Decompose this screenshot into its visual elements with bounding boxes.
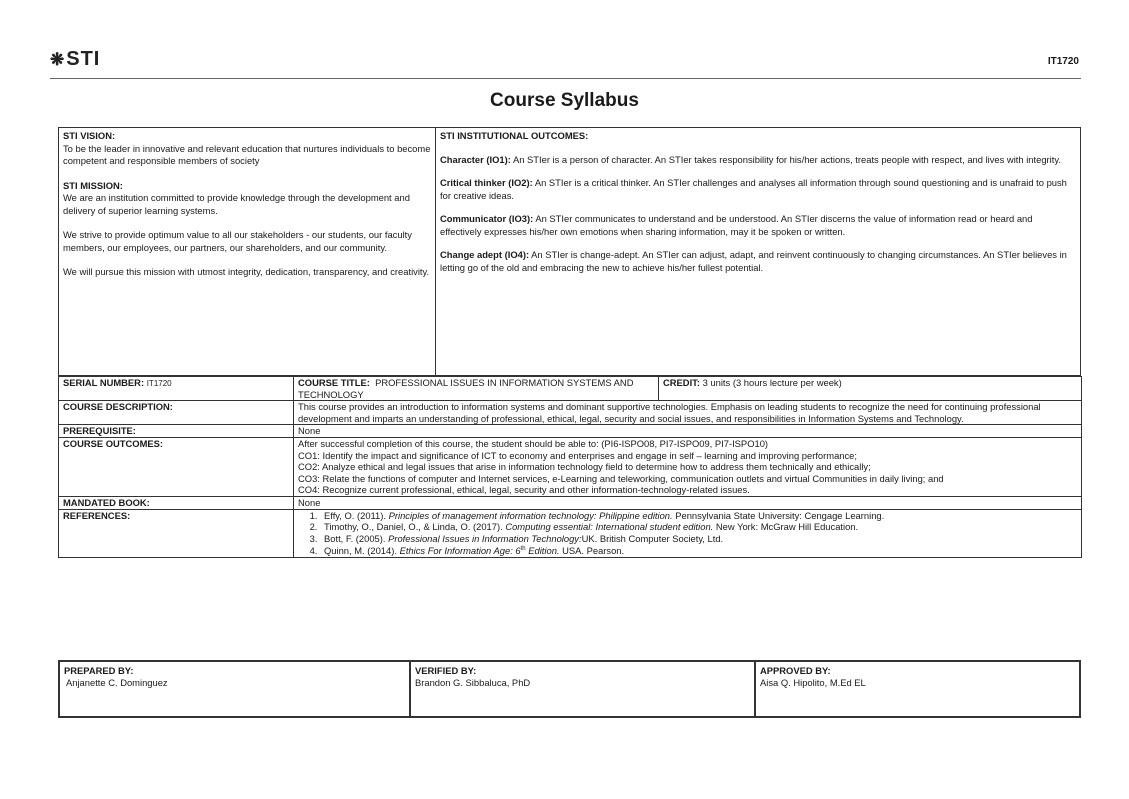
course-title-label: COURSE TITLE:: [298, 377, 370, 388]
outcome-label: Communicator (IO3):: [440, 213, 534, 224]
course-outcome-item: CO3: Relate the functions of computer and Internet services, e-Learning and teleworking, communication outlets and virtual Communities in daily living; and: [298, 472, 944, 484]
table-row: [59, 496, 1082, 509]
credit-cell: [659, 377, 1082, 401]
outcome-label: Character (IO1):: [440, 153, 511, 165]
course-outcome-item: CO1: Identify the impact and significance of ICT to economy and enterprises and engage in self – learning and improving performance;: [298, 449, 857, 461]
references-list: [298, 510, 1077, 558]
course-code: IT1720: [1047, 56, 1079, 67]
prepared-by-name: Anjanette C. Dominguez: [66, 677, 168, 688]
serial-number-cell: [59, 377, 294, 401]
course-outcome-item: CO2: Analyze ethical and legal issues that arise in information technology field to determine how to address them technically and ethically;: [298, 461, 871, 473]
outcome-text: An STIer is a critical thinker. An STIer challenges and analyses all information through sound questioning and is unafraid to push for creative ideas.: [440, 177, 1067, 201]
outcome-text: An STIer communicates to understand and be understood. An STIer discerns the value of information read or heard and effectively expresses his/her own emotions when sharing information, may it be spoken or written.: [440, 213, 1033, 237]
course-details-table: [58, 376, 1082, 558]
approved-by-name: Aisa Q. Hipolito, M.Ed EL: [760, 677, 866, 688]
reference-item: 1. Effy, O. (2011). Principles of management information technology: Philippine edition. Pennsylvania State University: Cengage Learning.: [320, 510, 1077, 522]
verified-by-label: VERIFIED BY:: [415, 665, 477, 676]
table-row: [59, 509, 1082, 558]
course-title-value: PROFESSIONAL ISSUES IN INFORMATION SYSTEMS AND TECHNOLOGY: [298, 377, 634, 400]
outcomes-heading: STI INSTITUTIONAL OUTCOMES:: [440, 130, 589, 141]
course-outcomes-label: COURSE OUTCOMES:: [59, 437, 294, 496]
prepared-by-label: PREPARED BY:: [64, 665, 134, 676]
serial-number-value: IT1720: [146, 379, 172, 388]
credit-label: CREDIT:: [663, 377, 700, 388]
table-row: [59, 401, 1082, 425]
course-title-cell: [294, 377, 659, 401]
header-divider: [50, 78, 1081, 79]
logo-text: STI: [66, 48, 101, 70]
course-outcome-item: CO4: Recognize current professional, ethical, legal, security and other information-technology-related issues.: [298, 484, 750, 496]
vision-mission-outcomes-box: [58, 127, 1081, 376]
page-title: Course Syllabus: [490, 90, 639, 111]
approved-by-cell: [756, 662, 1079, 716]
outcome-text: An STIer is a person of character. An STIer takes responsibility for his/her actions, treats people with respect, and lives with integrity.: [510, 153, 1061, 165]
outcome-label: Change adept (IO4):: [440, 249, 530, 260]
table-row: [59, 437, 1082, 496]
mission-paragraph: We will pursue this mission with utmost integrity, dedication, transparency, and creativity.: [63, 266, 430, 277]
sti-logo-icon: ❋: [50, 50, 66, 69]
course-outcomes-intro: After successful completion of this course, the student should be able to: (PI6-ISPO08, PI7-ISPO09, PI7-ISPO10): [298, 437, 769, 449]
mission-paragraph: We strive to provide optimum value to all our stakeholders - our students, our faculty members, our employees, our partners, our shareholders, and our community.: [63, 229, 412, 253]
table-row: [59, 425, 1082, 438]
mission-heading: STI MISSION:: [63, 179, 123, 191]
prerequisite-value: None: [294, 425, 1082, 438]
outcome-item: [440, 249, 1076, 274]
sti-logo: [50, 48, 100, 71]
description-label: COURSE DESCRIPTION:: [59, 401, 294, 425]
references-label: REFERENCES:: [59, 509, 294, 558]
outcome-text: An STIer is change-adept. An STIer can adjust, adapt, and reinvent continuously to changing circumstances. An STIer believes in letting go of the old and embracing the new to achieve his/her fullest potential.: [440, 249, 1067, 273]
approved-by-label: APPROVED BY:: [760, 665, 831, 676]
table-row: [59, 377, 1082, 401]
course-outcomes-value: [294, 437, 1082, 496]
verified-by-name: Brandon G. Sibbaluca, PhD: [415, 677, 531, 688]
outcome-item: [440, 213, 1076, 238]
prepared-by-cell: [60, 662, 411, 716]
description-value: This course provides an introduction to information systems and dominant supportive technologies. Emphasis on leading students to recognize the need for continuing professional development and imparts an understanding of professional, ethical, legal, security and social issues, and responsibilities in Information Systems and Technology.: [294, 401, 1082, 425]
reference-item: 2. Timothy, O., Daniel, O., & Linda, O. (2017). Computing essential: International student edition. New York: McGraw Hill Education.: [320, 521, 1077, 533]
vision-heading: STI VISION:: [63, 130, 116, 141]
mandated-book-value: None: [294, 496, 1082, 509]
mandated-book-label: MANDATED BOOK:: [59, 496, 294, 509]
vision-mission-column: [59, 128, 436, 375]
signature-block: [58, 660, 1081, 718]
outcome-label: Critical thinker (IO2):: [440, 177, 533, 188]
references-value: [294, 509, 1082, 558]
institutional-outcomes-column: [436, 128, 1080, 375]
verified-by-cell: [411, 662, 756, 716]
vision-text: To be the leader in innovative and relevant education that nurtures individuals to become competent and responsible members of society: [63, 142, 431, 166]
mission-paragraph: We are an institution committed to provide knowledge through the development and delivery of superior learning systems.: [63, 192, 410, 216]
serial-number-label: SERIAL NUMBER:: [63, 377, 145, 388]
reference-item: 3. Bott, F. (2005). Professional Issues in Information Technology:UK. British Computer Society, Ltd.: [320, 533, 1077, 545]
reference-item: 4. Quinn, M. (2014). Ethics For Information Age: 6th Edition. USA. Pearson.: [320, 544, 1077, 557]
outcome-item: [440, 177, 1076, 202]
prerequisite-label: PREREQUISITE:: [59, 425, 294, 438]
credit-value: 3 units (3 hours lecture per week): [702, 377, 842, 388]
outcome-item: [440, 154, 1076, 167]
